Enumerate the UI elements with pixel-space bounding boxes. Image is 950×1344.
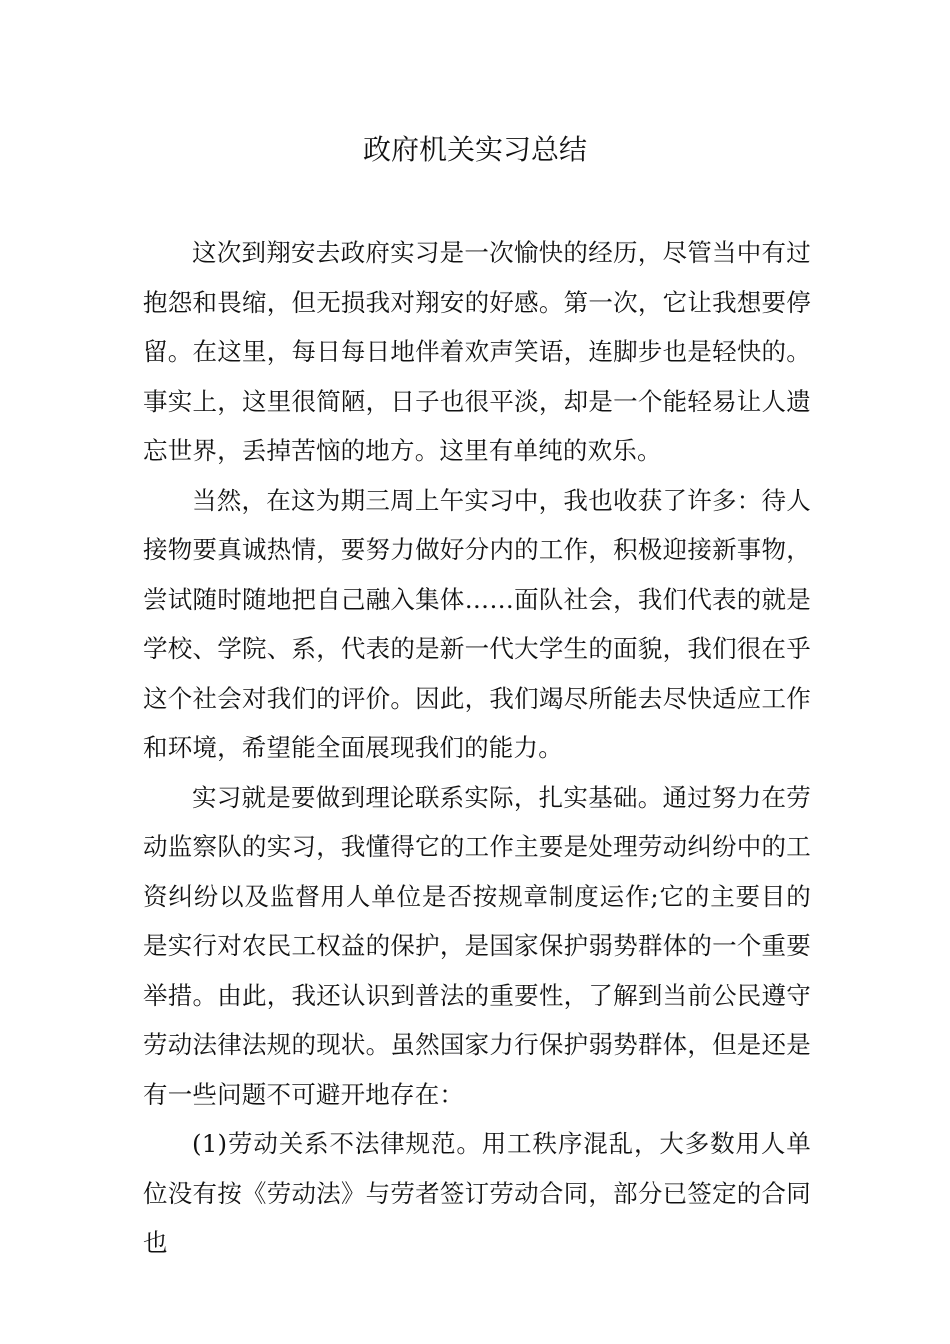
document-body xyxy=(143,228,811,1268)
document-title: 政府机关实习总结 xyxy=(362,133,587,166)
paragraph-4: (1)劳动关系不法律规范。用工秩序混乱，大多数用人单位没有按《劳动法》与劳者签订劳动合同，部分已签定的合同也 xyxy=(143,1129,811,1257)
paragraph-2: 当然，在这为期三周上午实习中，我也收获了许多：待人接物要真诚热情，要努力做好分内的工作，积极迎接新事物，尝试随时随地把自己融入集体……面队社会，我们代表的就是学校、学院、系，代表的是新一代大学生的面貌，我们很在乎这个社会对我们的评价。因此，我们竭尽所能去尽快适应工作和环境，希望能全面展现我们的能力。 xyxy=(143,485,811,762)
paragraph-1: 这次到翔安去政府实习是一次愉快的经历，尽管当中有过抱怨和畏缩，但无损我对翔安的好感。第一次，它让我想要停留。在这里，每日每日地伴着欢声笑语，连脚步也是轻快的。事实上，这里很简陋，日子也很平淡，却是一个能轻易让人遗忘世界，丢掉苦恼的地方。这里有单纯的欢乐。 xyxy=(143,238,811,465)
paragraph-3: 实习就是要做到理论联系实际，扎实基础。通过努力在劳动监察队的实习，我懂得它的工作主要是处理劳动纠纷中的工资纠纷以及监督用人单位是否按规章制度运作;它的主要目的是实行对农民工权益的保护，是国家保护弱势群体的一个重要举措。由此，我还认识到普法的重要性，了解到当前公民遵守劳动法律法规的现状。虽然国家力行保护弱势群体，但是还是有一些问题不可避开地存在： xyxy=(143,782,811,1109)
